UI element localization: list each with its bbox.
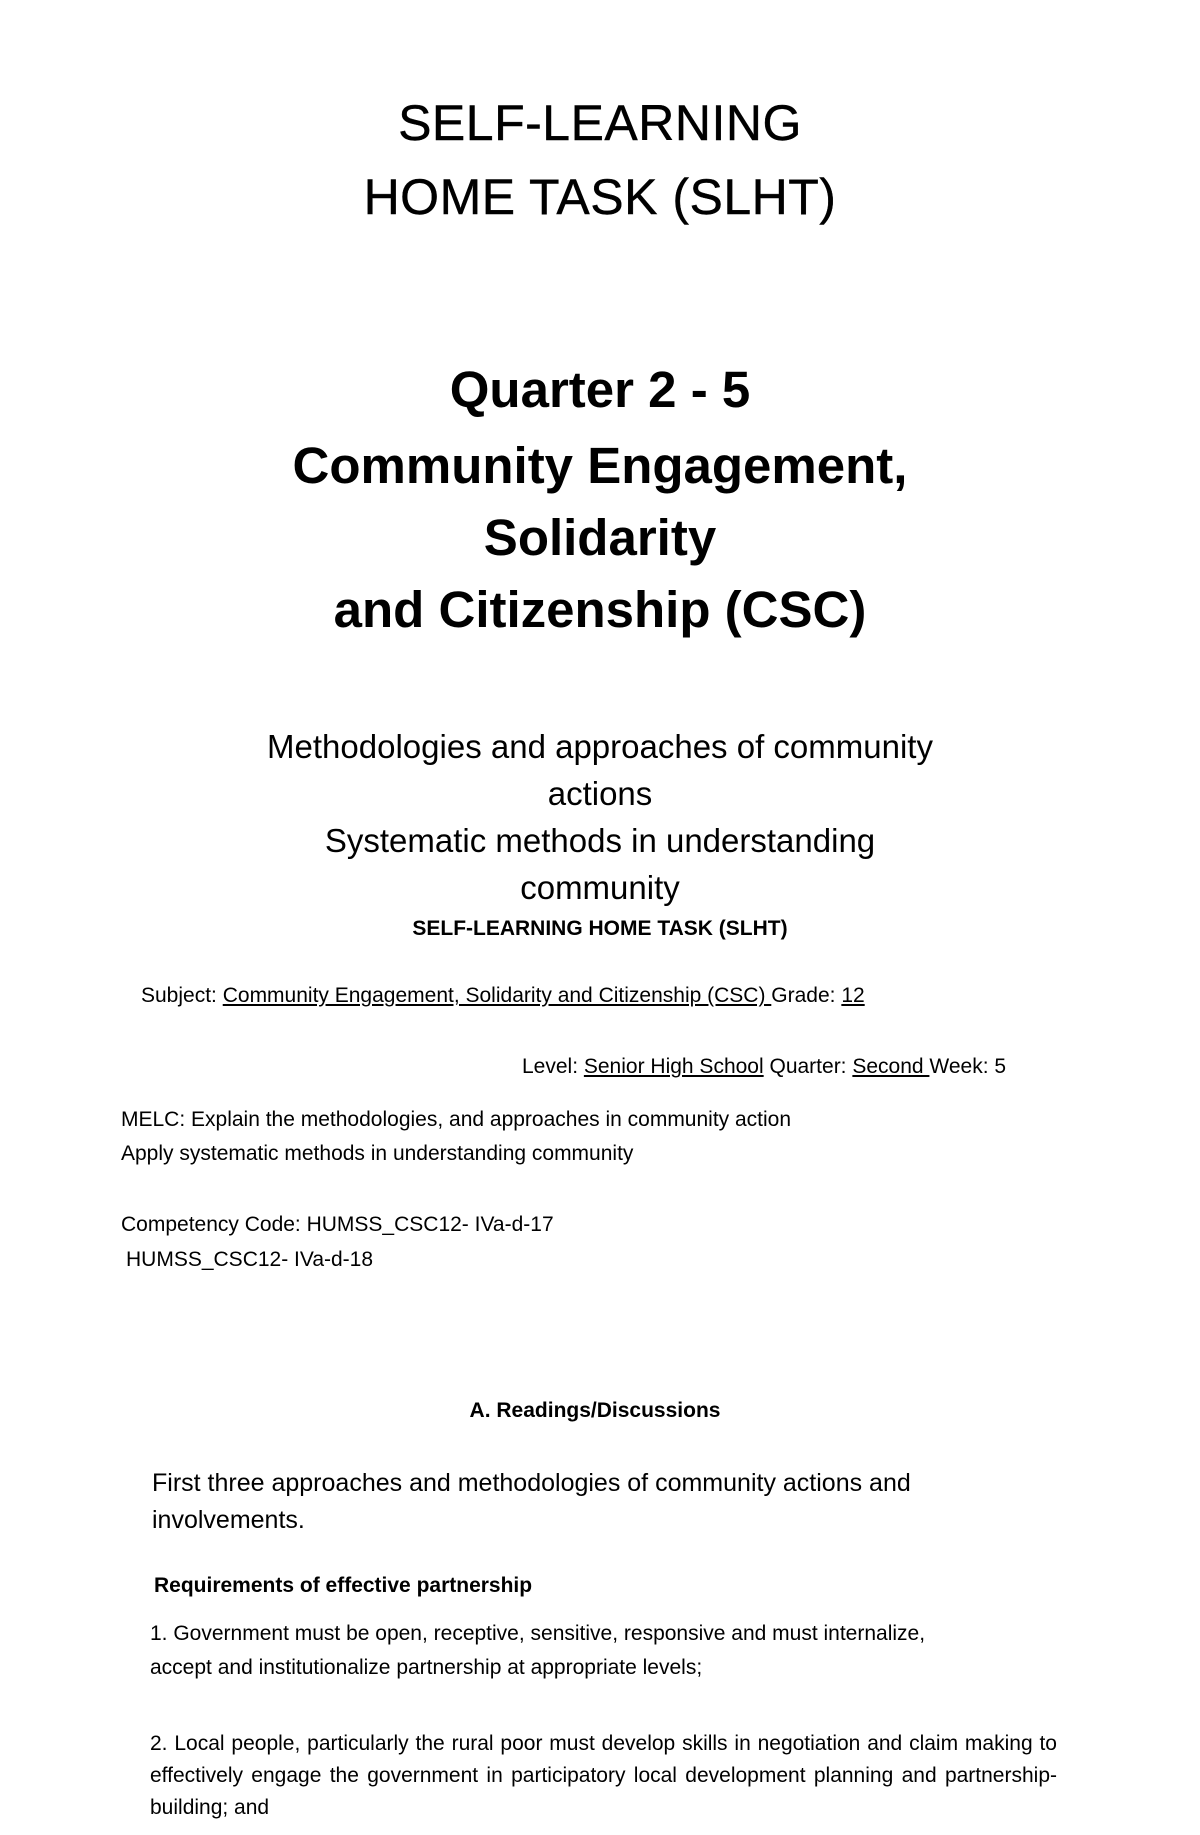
level-value: Senior High School [583,1055,764,1078]
intro-line1: First three approaches and methodologies of community actions and [152,1469,911,1497]
cover-title-line2: HOME TASK (SLHT) [363,169,837,225]
grade-label: Grade: [771,984,842,1007]
intro-line2: involvements. [152,1506,305,1534]
subject-label: Subject: [141,984,223,1007]
topic-line4: community [520,869,680,906]
level-line [522,1055,1006,1079]
subject-value: Community Engagement, Solidarity and Citizenship (CSC) [222,984,772,1007]
course-title-line2: Solidarity [483,509,717,566]
cover-title-line1: SELF-LEARNING [398,95,802,151]
readings-heading: A. Readings/Discussions [469,1399,721,1422]
competency-code-line1: Competency Code: HUMSS_CSC12- IVa-d-17 [121,1213,554,1236]
course-title-line3: and Citizenship (CSC) [333,581,867,638]
topic-line1: Methodologies and approaches of community [267,728,933,765]
quarter-heading: Quarter 2 - 5 [449,361,751,418]
item2-paragraph: 2. Local people, particularly the rural poor must develop skills in negotiation and claim making to effectively engage the government in participatory local development planning and partnership- building; and [150,1732,1057,1819]
level-label: Level: [522,1055,584,1078]
quarter-value: Second [852,1055,930,1078]
course-title-line1: Community Engagement, [292,437,908,494]
slht-label: SELF-LEARNING HOME TASK (SLHT) [412,917,788,940]
topic-line3: Systematic methods in understanding [324,822,876,859]
grade-value: 12 [841,984,865,1007]
quarter-label: Quarter: [763,1055,853,1078]
item1-line2: accept and institutionalize partnership at appropriate levels; [150,1656,703,1679]
melc-line2: Apply systematic methods in understanding community [121,1142,634,1165]
week-label: Week: 5 [929,1055,1007,1078]
competency-code-line2: HUMSS_CSC12- IVa-d-18 [126,1248,374,1271]
item1-line1: 1. Government must be open, receptive, sensitive, responsive and must internalize, [150,1622,926,1645]
melc-line1: MELC: Explain the methodologies, and approaches in community action [121,1108,792,1131]
subject-line [141,984,865,1008]
topic-line2: actions [547,775,653,812]
requirements-heading: Requirements of effective partnership [154,1574,533,1597]
